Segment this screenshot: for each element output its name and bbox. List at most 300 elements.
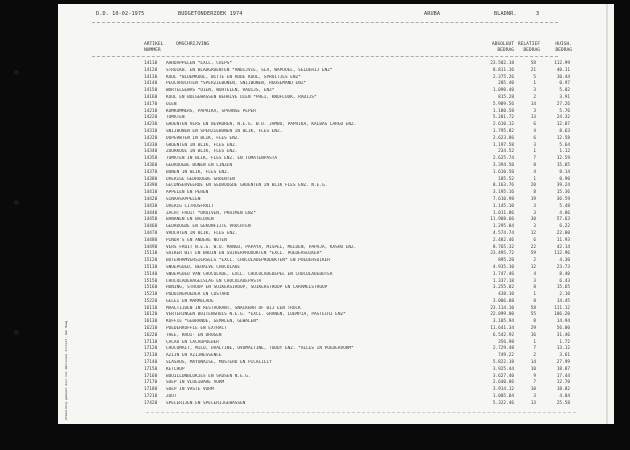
row-absolute: 3.255.82 bbox=[492, 285, 514, 291]
row-household: 11.93 bbox=[556, 237, 570, 243]
row-household: 27.26 bbox=[556, 101, 570, 107]
row-household: 111.12 bbox=[554, 305, 570, 311]
row-code: 14170 bbox=[144, 101, 158, 107]
row-description: TOMATEN bbox=[166, 115, 185, 121]
row-code: 15110 bbox=[144, 251, 158, 257]
row-code: 14230 bbox=[144, 122, 158, 128]
row-description: CHOCOLADEHAGELSLAG EN CHOCOLADEPASTA bbox=[166, 278, 262, 284]
row-household: 24.32 bbox=[556, 115, 570, 121]
row-absolute: 1.090.40 bbox=[492, 88, 514, 94]
table-row bbox=[58, 333, 614, 340]
row-code: 14390 bbox=[144, 183, 158, 189]
row-code: 14490 bbox=[144, 244, 158, 250]
row-household: 36.59 bbox=[556, 196, 570, 202]
row-description: PEULVRUCHTEN *SPERZIEBONEN, SNIJBONEN, ROOSEMAND ENZ* bbox=[166, 81, 307, 87]
row-description: BOTERHAMVERSIERSELS *EXCL. CHOCOLADEPRODUKTEN* EN POEDERSUIKER bbox=[166, 258, 330, 264]
row-code: 14210 bbox=[144, 108, 158, 114]
row-description: GELEI EN MARMELADE bbox=[166, 298, 214, 304]
col-household-line2: BEDRAG bbox=[555, 48, 572, 53]
table-row bbox=[58, 299, 614, 306]
table-row bbox=[58, 346, 614, 353]
row-absolute: 11.641.34 bbox=[490, 326, 514, 332]
row-relative: 1 bbox=[533, 292, 536, 298]
row-relative: 14 bbox=[530, 101, 536, 107]
row-description: KOMKOMMERS, PAPRIKA, SPAANSE PEPER bbox=[166, 108, 256, 114]
row-household: 10.44 bbox=[556, 74, 570, 80]
row-absolute: 2.482.46 bbox=[492, 237, 514, 243]
row-relative: 59 bbox=[530, 251, 536, 257]
row-relative: 7 bbox=[533, 156, 536, 162]
row-absolute: 2.729.48 bbox=[492, 346, 514, 352]
row-relative: 16 bbox=[530, 332, 536, 338]
row-relative: 3 bbox=[533, 278, 536, 284]
row-household: 8.14 bbox=[559, 169, 570, 175]
row-description: DOPERWTEN IN BLIK, FLES ENZ. bbox=[166, 135, 241, 141]
columns-rule bbox=[92, 56, 558, 57]
row-relative: 21 bbox=[530, 67, 536, 73]
row-description: GROENTEN VERS EN BEVROREN, N.E.G. W.O. JAMBO, PAPRIKA, KALBAS LARGU ENZ. bbox=[166, 122, 357, 128]
row-description: UIEN bbox=[166, 101, 177, 107]
row-absolute: 1.337.18 bbox=[492, 278, 514, 284]
row-description: GECONSERVEERDE EN GEDROOGDE GROENTEN IN BLIK FLES ENZ. N.E.G. bbox=[166, 183, 328, 189]
row-absolute: 3.105.94 bbox=[492, 319, 514, 325]
row-household: 1.72 bbox=[559, 339, 570, 345]
row-description: SNIJBONEN EN SPERZIEBONEN IN BLIK, FLES ENZ. bbox=[166, 128, 283, 134]
row-description: AZIJN EN AZIJNESSENCE bbox=[166, 353, 222, 359]
row-household: 17.44 bbox=[556, 373, 570, 379]
row-description: KETCHUP bbox=[166, 366, 185, 372]
row-relative: 8 bbox=[533, 162, 536, 168]
table-row bbox=[58, 75, 614, 82]
table-row bbox=[58, 143, 614, 150]
row-description: VRUCHTEN IN BLIK, FLES ENZ. bbox=[166, 230, 238, 236]
row-code: 14120 bbox=[144, 67, 158, 73]
row-household: 25.58 bbox=[556, 400, 570, 406]
table-row bbox=[58, 95, 614, 102]
row-household: 15.65 bbox=[556, 285, 570, 291]
row-code: 16210 bbox=[144, 326, 158, 332]
row-code: 14330 bbox=[144, 142, 158, 148]
row-relative: 4 bbox=[533, 128, 536, 134]
row-household: 12.59 bbox=[556, 156, 570, 162]
table-row bbox=[58, 61, 614, 68]
table-row bbox=[58, 115, 614, 122]
table-row bbox=[58, 367, 614, 374]
row-household: 42.14 bbox=[556, 244, 570, 250]
row-absolute: 1.180.58 bbox=[492, 108, 514, 114]
row-relative: 12 bbox=[530, 264, 536, 270]
row-code: 15140 bbox=[144, 271, 158, 277]
row-relative: 9 bbox=[533, 373, 536, 379]
row-code: 14430 bbox=[144, 203, 158, 209]
row-relative: 13 bbox=[530, 115, 536, 121]
row-code: 16130 bbox=[144, 319, 158, 325]
row-absolute: 23.114.10 bbox=[490, 305, 514, 311]
punch-hole bbox=[14, 330, 19, 335]
table-row bbox=[58, 340, 614, 347]
punch-hole bbox=[14, 200, 19, 205]
row-description: SUIKER WIT EN BRUIN EN SUIKERPRODUKTEN *EXCL. POEDERSUIKER* bbox=[166, 251, 322, 257]
data-table bbox=[58, 61, 614, 408]
row-household: 2.10 bbox=[559, 292, 570, 298]
row-absolute: 22.099.00 bbox=[490, 312, 514, 318]
row-relative: 3 bbox=[533, 210, 536, 216]
row-absolute: 23.495.72 bbox=[490, 251, 514, 257]
row-absolute: 234.52 bbox=[498, 149, 514, 155]
table-row bbox=[58, 258, 614, 265]
row-absolute: 5.822.18 bbox=[492, 360, 514, 366]
col-household-header bbox=[544, 42, 572, 54]
row-code: 15120 bbox=[144, 258, 158, 264]
row-relative: 3 bbox=[533, 203, 536, 209]
row-household: 56.00 bbox=[556, 326, 570, 332]
table-row bbox=[58, 224, 614, 231]
table-row bbox=[58, 238, 614, 245]
row-absolute: 7.610.98 bbox=[492, 196, 514, 202]
row-code: 14410 bbox=[144, 190, 158, 196]
row-code: 16120 bbox=[144, 312, 158, 318]
row-absolute: 2.640.86 bbox=[492, 380, 514, 386]
row-code: 17110 bbox=[144, 339, 158, 345]
row-relative: 3 bbox=[533, 108, 536, 114]
row-relative: 7 bbox=[533, 346, 536, 352]
page-edge bbox=[606, 4, 608, 424]
row-absolute: 2.375.26 bbox=[492, 74, 514, 80]
row-description: BONEN IN BLIK, FLES ENZ. bbox=[166, 169, 230, 175]
table-row bbox=[58, 272, 614, 279]
row-code: 14360 bbox=[144, 162, 158, 168]
row-code: 14440 bbox=[144, 210, 158, 216]
col-relative-line2: BEDRAG bbox=[523, 48, 540, 53]
table-row bbox=[58, 68, 614, 75]
row-household: 4.30 bbox=[559, 258, 570, 264]
row-household: 57.63 bbox=[556, 217, 570, 223]
table-row bbox=[58, 204, 614, 211]
row-code: 14460 bbox=[144, 224, 158, 230]
row-description: GEDROOGDE EN GEKONFIJTE VRUCHTEN bbox=[166, 224, 251, 230]
row-relative: 1 bbox=[533, 81, 536, 87]
row-relative: 1 bbox=[533, 149, 536, 155]
row-relative: 30 bbox=[530, 217, 536, 223]
row-absolute: 23.502.18 bbox=[490, 61, 514, 66]
table-row bbox=[58, 197, 614, 204]
row-description: ZACHT FRUIT *DRUIVEN, PRUIMEN ENZ* bbox=[166, 210, 256, 216]
row-household: 112.99 bbox=[554, 61, 570, 66]
row-description: ZOUT bbox=[166, 394, 177, 400]
row-description: SOEP IN VLOEIBARE VORM bbox=[166, 380, 225, 386]
col-code-line2: NUMMER bbox=[144, 48, 161, 53]
row-household: 6.43 bbox=[559, 278, 570, 284]
row-relative: 8 bbox=[533, 190, 536, 196]
row-absolute: 1.145.10 bbox=[492, 203, 514, 209]
row-code: 14480 bbox=[144, 237, 158, 243]
row-relative: 7 bbox=[533, 380, 536, 386]
row-description: OVERIG CITRUSFRUIT bbox=[166, 203, 214, 209]
row-absolute: 2.623.86 bbox=[492, 135, 514, 141]
table-row bbox=[58, 360, 614, 367]
row-absolute: 3.627.40 bbox=[492, 373, 514, 379]
row-description: KOOL *BLOEMKOOL, WITTE EN RODE KOOL, SPRUITJES ENZ* bbox=[166, 74, 301, 80]
row-description: POEDERKOFFIE EN EXTRACT bbox=[166, 326, 227, 332]
row-description: THEE, KRUI- EN DROGEN bbox=[166, 332, 222, 338]
row-absolute: 356.98 bbox=[498, 339, 514, 345]
row-code: 17130 bbox=[144, 353, 158, 359]
row-household: 112.96 bbox=[554, 251, 570, 257]
row-code: 15150 bbox=[144, 278, 158, 284]
row-household: 31.46 bbox=[556, 332, 570, 338]
table-row bbox=[58, 374, 614, 381]
row-household: 12.58 bbox=[556, 135, 570, 141]
table-row bbox=[58, 129, 614, 136]
row-household: 22.00 bbox=[556, 230, 570, 236]
row-household: 12.07 bbox=[556, 122, 570, 128]
row-code: 17120 bbox=[144, 346, 158, 352]
row-household: 39.24 bbox=[556, 183, 570, 189]
col-code-line1: ARTIKEL bbox=[144, 42, 164, 47]
row-code: 17140 bbox=[144, 360, 158, 366]
table-row bbox=[58, 401, 614, 408]
row-absolute: 1.295.04 bbox=[492, 224, 514, 230]
table-row bbox=[58, 326, 614, 333]
row-relative: 19 bbox=[530, 196, 536, 202]
row-relative: 3 bbox=[533, 224, 536, 230]
row-code: 14220 bbox=[144, 115, 158, 121]
row-code: 16220 bbox=[144, 332, 158, 338]
row-relative: 1 bbox=[533, 176, 536, 182]
row-absolute: 8.811.16 bbox=[492, 67, 514, 73]
row-description: SINAASAPPELEN bbox=[166, 196, 201, 202]
row-description: GEDROOGDE BONEN EN LINZEN bbox=[166, 162, 233, 168]
row-description: SPECERIJEN EN SPECERIJGEWASSEN bbox=[166, 400, 246, 406]
punch-hole bbox=[14, 70, 19, 75]
row-household: 15.36 bbox=[556, 190, 570, 196]
col-absolute-line2: BEDRAG bbox=[497, 48, 514, 53]
row-code: 14470 bbox=[144, 230, 158, 236]
col-absolute-line1: ABSOLUUT bbox=[491, 42, 514, 47]
row-household: 40.11 bbox=[556, 67, 570, 73]
table-row bbox=[58, 265, 614, 272]
row-absolute: 1.011.86 bbox=[492, 210, 514, 216]
table-row bbox=[58, 136, 614, 143]
row-relative: 58 bbox=[530, 61, 536, 66]
row-description: APPELEN EN PEREN bbox=[166, 190, 209, 196]
col-relative-line1: RELATIEF bbox=[517, 42, 540, 47]
row-description: GROENTEN IN BLIK, FLES ENZ. bbox=[166, 142, 238, 148]
table-row bbox=[58, 217, 614, 224]
row-absolute: 895.20 bbox=[498, 258, 514, 264]
report-title: BUDGETONDERZOEK 1974 bbox=[178, 11, 243, 17]
table-row bbox=[58, 312, 614, 319]
row-household: 18.87 bbox=[556, 366, 570, 372]
row-relative: 8 bbox=[533, 319, 536, 325]
row-absolute: 438.10 bbox=[498, 292, 514, 298]
row-absolute: 1.747.46 bbox=[492, 271, 514, 277]
row-code: 17210 bbox=[144, 394, 158, 400]
row-household: 13.12 bbox=[556, 346, 570, 352]
form-line bbox=[146, 412, 576, 413]
row-relative: 6 bbox=[533, 135, 536, 141]
row-relative: 22 bbox=[530, 244, 536, 250]
row-household: 5.76 bbox=[559, 108, 570, 114]
row-description: PINDA'S EN ANDERE NOTEN bbox=[166, 237, 227, 243]
row-household: 18.82 bbox=[556, 387, 570, 393]
table-row bbox=[58, 81, 614, 88]
row-code: 16110 bbox=[144, 305, 158, 311]
row-relative: 3 bbox=[533, 142, 536, 148]
row-absolute: 3.006.08 bbox=[492, 298, 514, 304]
archive-side-note: Afbeelding gemaakt door het Nationaal Archief, Den Haag bbox=[64, 320, 68, 420]
row-code: 15220 bbox=[144, 298, 158, 304]
row-description: BANANEN EN BACOVEN bbox=[166, 217, 214, 223]
col-relative-header bbox=[516, 42, 540, 54]
row-description: SOEP IN VASTE VORM bbox=[166, 387, 214, 393]
row-relative: 29 bbox=[530, 326, 536, 332]
row-description: VERS FRUIT N.E.G. W.O. MANGO, PAPAYA, MISPEL, MELOEN, PAPAJA, KASHU ENZ. bbox=[166, 244, 357, 250]
row-absolute: 1.610.50 bbox=[492, 169, 514, 175]
row-code: 15130 bbox=[144, 264, 158, 270]
row-code: 17170 bbox=[144, 380, 158, 386]
row-household: 3.61 bbox=[559, 353, 570, 359]
row-description: BOUILLONBLOKJES EN SAUSEN N.E.G. bbox=[166, 373, 251, 379]
row-absolute: 185.52 bbox=[498, 176, 514, 182]
row-code: 14310 bbox=[144, 128, 158, 134]
row-relative: 58 bbox=[530, 305, 536, 311]
row-relative: 12 bbox=[530, 230, 536, 236]
row-code: 17420 bbox=[144, 400, 158, 406]
row-household: 106.20 bbox=[554, 312, 570, 318]
row-absolute: 5.201.72 bbox=[492, 115, 514, 121]
row-absolute: 8.765.32 bbox=[492, 244, 514, 250]
row-absolute: 8.163.76 bbox=[492, 183, 514, 189]
row-relative: 3 bbox=[533, 88, 536, 94]
row-household: 5.64 bbox=[559, 142, 570, 148]
row-household: 23.73 bbox=[556, 264, 570, 270]
row-relative: 10 bbox=[530, 387, 536, 393]
row-code: 17150 bbox=[144, 366, 158, 372]
row-absolute: 11.988.66 bbox=[490, 217, 514, 223]
row-household: 5.02 bbox=[559, 88, 570, 94]
row-description: WORTELGEWAS *UIEN, WORTELEN, RADIJS, ENZ* bbox=[166, 88, 275, 94]
row-relative: 55 bbox=[530, 312, 536, 318]
row-description: MAALTIJDEN IN RESTAURANT, SNACKBAR OF BIJ EEN TRUCK bbox=[166, 305, 301, 311]
row-code: 14130 bbox=[144, 74, 158, 80]
row-description: AARDAPPELEN *EXCL. CHIPS* bbox=[166, 61, 233, 66]
row-description: OVERIGE GEDROOGDE GROENTEN bbox=[166, 176, 235, 182]
row-description: CHOCOMALT, MILO, OVALTINE, OVOMALTINE, TODDY ENZ. *ALLES IN POEDERVORM* bbox=[166, 346, 354, 352]
table-row bbox=[58, 149, 614, 156]
row-description: PUDDINGPOEDER EN CUSTARD bbox=[166, 292, 230, 298]
row-absolute: 3.914.12 bbox=[492, 387, 514, 393]
row-absolute: 2.610.12 bbox=[492, 122, 514, 128]
table-row bbox=[58, 251, 614, 258]
header-rule bbox=[92, 22, 558, 23]
row-relative: 6 bbox=[533, 237, 536, 243]
row-code: 15160 bbox=[144, 285, 158, 291]
row-absolute: 205.40 bbox=[498, 81, 514, 87]
row-description: SNOEPGOED, BEHALVE CHOCOLADE bbox=[166, 264, 241, 270]
row-relative: 8 bbox=[533, 298, 536, 304]
table-row bbox=[58, 102, 614, 109]
col-household-line1: HUISH. bbox=[555, 42, 572, 47]
row-code: 14110 bbox=[144, 61, 158, 66]
row-relative: 2 bbox=[533, 94, 536, 100]
scan-border-left bbox=[0, 0, 58, 450]
row-description: STRUIKB. EN BLADGROENTEN *ANDIJVIE, SLA, WAPUOEL, SELDERIJ ENZ* bbox=[166, 67, 333, 73]
page-number: 3 bbox=[536, 11, 540, 17]
row-description: KOOL EN BOLGEWASSEN BEHALVE UIEN *PREI, KNOFLOOK, RADIJS* bbox=[166, 94, 317, 100]
row-description: TOMATEN IN BLIK, FLES ENZ. EN TOMATENPASTA bbox=[166, 156, 278, 162]
table-row bbox=[58, 170, 614, 177]
row-household: 8.40 bbox=[559, 271, 570, 277]
row-household: 1.12 bbox=[559, 149, 570, 155]
row-household: 27.99 bbox=[556, 360, 570, 366]
row-absolute: 2.625.74 bbox=[492, 156, 514, 162]
row-description: SLASAUS, MAYONAISE, MOSTERD EN PICALILLY bbox=[166, 360, 272, 366]
row-description: ZUURKOOL IN BLIK, FLES ENZ. bbox=[166, 149, 238, 155]
row-absolute: 5.909.56 bbox=[492, 101, 514, 107]
row-household: 5.48 bbox=[559, 203, 570, 209]
row-household: 0.90 bbox=[559, 176, 570, 182]
table-row bbox=[58, 156, 614, 163]
col-code-header bbox=[144, 42, 163, 54]
row-relative: 5 bbox=[533, 74, 536, 80]
row-household: 15.85 bbox=[556, 162, 570, 168]
row-code: 17160 bbox=[144, 373, 158, 379]
table-row bbox=[58, 279, 614, 286]
table-row bbox=[58, 285, 614, 292]
row-code: 14150 bbox=[144, 88, 158, 94]
row-code: 14340 bbox=[144, 149, 158, 155]
row-description: CACAO EN CACAOPOEDER bbox=[166, 339, 219, 345]
row-code: 15210 bbox=[144, 292, 158, 298]
row-relative: 20 bbox=[530, 183, 536, 189]
table-row bbox=[58, 387, 614, 394]
col-absolute-header bbox=[472, 42, 514, 54]
table-row bbox=[58, 88, 614, 95]
page-number-label: BLADNR. bbox=[494, 11, 517, 17]
row-absolute: 6.542.92 bbox=[492, 332, 514, 338]
row-household: 6.22 bbox=[559, 224, 570, 230]
row-relative: 2 bbox=[533, 258, 536, 264]
row-relative: 13 bbox=[530, 400, 536, 406]
row-household: 4.86 bbox=[559, 210, 570, 216]
row-household: 3.91 bbox=[559, 94, 570, 100]
row-relative: 2 bbox=[533, 353, 536, 359]
row-relative: 14 bbox=[530, 360, 536, 366]
row-relative: 10 bbox=[530, 366, 536, 372]
row-relative: 6 bbox=[533, 122, 536, 128]
row-relative: 3 bbox=[533, 394, 536, 400]
row-code: 17180 bbox=[144, 387, 158, 393]
row-absolute: 3.195.16 bbox=[492, 190, 514, 196]
row-description: VERTERINGEN BUITENSHUIS N.E.G. *EXCL. GRANEN, LOEMPIA, PASTECHI ENZ* bbox=[166, 312, 346, 318]
row-absolute: 3.925.44 bbox=[492, 366, 514, 372]
row-absolute: 4.574.74 bbox=[492, 230, 514, 236]
row-household: 8.63 bbox=[559, 128, 570, 134]
row-code: 14350 bbox=[144, 156, 158, 162]
row-absolute: 815.28 bbox=[498, 94, 514, 100]
row-household: 4.84 bbox=[559, 394, 570, 400]
row-household: 14.94 bbox=[556, 319, 570, 325]
row-code: 14370 bbox=[144, 169, 158, 175]
row-code: 14140 bbox=[144, 81, 158, 87]
row-code: 14380 bbox=[144, 176, 158, 182]
page-header bbox=[86, 8, 586, 20]
row-absolute: 749.22 bbox=[498, 353, 514, 359]
row-absolute: 1.197.58 bbox=[492, 142, 514, 148]
table-row bbox=[58, 163, 614, 170]
table-row bbox=[58, 122, 614, 129]
